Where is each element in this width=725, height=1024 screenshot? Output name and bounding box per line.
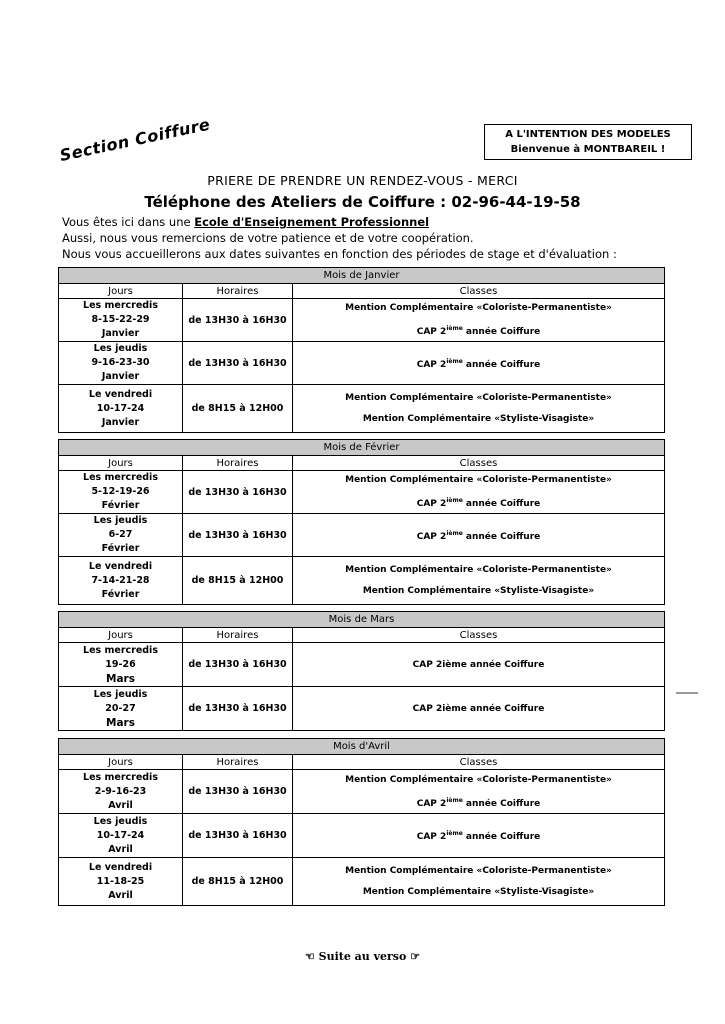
day-label: Le vendredi bbox=[88, 388, 153, 400]
day-cell bbox=[59, 342, 183, 385]
classes-cell bbox=[293, 514, 665, 557]
day-label: Les mercredis bbox=[83, 472, 158, 483]
phone-heading: Téléphone des Ateliers de Coiffure : 02-96-44-19-58 bbox=[144, 193, 581, 211]
classes-cell bbox=[293, 557, 665, 605]
col-header-jours: Jours bbox=[59, 755, 183, 770]
models-notice-box bbox=[484, 124, 692, 160]
day-month: Janvier bbox=[101, 371, 140, 382]
table-row bbox=[59, 770, 665, 814]
col-header-horaires: Horaires bbox=[183, 284, 293, 299]
class-entry: Mention Complémentaire «Coloriste-Permanentiste» bbox=[345, 565, 612, 575]
class-entry: CAP 2ième année Coiffure bbox=[412, 659, 545, 670]
class-entry: CAP 2ième année Coiffure bbox=[416, 796, 541, 809]
class-entry: CAP 2ième année Coiffure bbox=[416, 497, 541, 509]
day-month: Février bbox=[101, 543, 140, 554]
day-month: Février bbox=[101, 588, 140, 600]
hours-cell: de 13H30 à 16H30 bbox=[183, 299, 293, 342]
day-month: Mars bbox=[106, 716, 135, 729]
month-header: Mois de Février bbox=[59, 440, 665, 456]
hours-cell: de 13H30 à 16H30 bbox=[183, 814, 293, 858]
month-table bbox=[58, 267, 665, 433]
pointing-hand-right-icon: ☞ bbox=[410, 950, 421, 963]
day-month: Janvier bbox=[101, 416, 140, 428]
day-label: Les mercredis bbox=[83, 644, 158, 656]
month-header: Mois d'Avril bbox=[59, 739, 665, 755]
day-label: Le vendredi bbox=[88, 560, 153, 572]
class-entry: CAP 2ième année Coiffure bbox=[416, 357, 541, 370]
table-row bbox=[59, 858, 665, 906]
school-type: Ecole d'Enseignement Professionnel bbox=[194, 215, 430, 229]
hours-cell: de 13H30 à 16H30 bbox=[183, 687, 293, 731]
col-header-classes: Classes bbox=[293, 284, 665, 299]
notice-line-2: Bienvenue à MONTBAREIL ! bbox=[510, 144, 666, 155]
hours-cell: de 13H30 à 16H30 bbox=[183, 471, 293, 514]
day-cell bbox=[59, 687, 183, 731]
day-dates: 11-18-25 bbox=[96, 875, 145, 887]
table-row bbox=[59, 299, 665, 342]
table-row bbox=[59, 385, 665, 433]
class-entry: Mention Complémentaire «Coloriste-Permanentiste» bbox=[345, 393, 612, 403]
intro-text bbox=[62, 214, 617, 262]
class-entry: Mention Complémentaire «Coloriste-Permanentiste» bbox=[345, 475, 612, 485]
class-entry: Mention Complémentaire «Styliste-Visagiste» bbox=[362, 414, 595, 424]
table-row bbox=[59, 471, 665, 514]
col-header-horaires: Horaires bbox=[183, 628, 293, 643]
col-header-horaires: Horaires bbox=[183, 755, 293, 770]
day-cell bbox=[59, 471, 183, 514]
day-cell bbox=[59, 514, 183, 557]
day-cell bbox=[59, 385, 183, 433]
day-month: Avril bbox=[108, 799, 133, 811]
day-cell bbox=[59, 557, 183, 605]
classes-cell bbox=[293, 770, 665, 814]
day-label: Le vendredi bbox=[88, 861, 153, 873]
class-entry: CAP 2ième année Coiffure bbox=[416, 529, 541, 542]
classes-cell bbox=[293, 858, 665, 906]
month-table bbox=[58, 439, 665, 605]
class-entry: CAP 2ième année Coiffure bbox=[412, 703, 545, 714]
intro-prefix: Vous êtes ici dans une bbox=[62, 215, 195, 229]
day-cell bbox=[59, 643, 183, 687]
day-dates: 6-27 bbox=[108, 529, 133, 540]
table-row bbox=[59, 814, 665, 858]
class-entry: CAP 2ième année Coiffure bbox=[416, 325, 541, 337]
class-entry: Mention Complémentaire «Styliste-Visagiste» bbox=[362, 586, 595, 596]
classes-cell bbox=[293, 643, 665, 687]
table-row bbox=[59, 643, 665, 687]
footer-text: Suite au verso bbox=[318, 950, 407, 963]
class-entry: Mention Complémentaire «Styliste-Visagiste» bbox=[362, 887, 595, 897]
intro-line-1 bbox=[62, 214, 617, 230]
hours-cell: de 13H30 à 16H30 bbox=[183, 342, 293, 385]
classes-cell bbox=[293, 342, 665, 385]
day-month: Avril bbox=[108, 889, 133, 901]
col-header-classes: Classes bbox=[293, 628, 665, 643]
section-title: Section Coiffure bbox=[58, 114, 212, 165]
class-entry: Mention Complémentaire «Coloriste-Permanentiste» bbox=[345, 303, 612, 313]
hours-cell: de 8H15 à 12H00 bbox=[183, 858, 293, 906]
day-cell bbox=[59, 770, 183, 814]
day-dates: 9-16-23-30 bbox=[91, 357, 150, 368]
day-cell bbox=[59, 299, 183, 342]
col-header-jours: Jours bbox=[59, 284, 183, 299]
hours-cell: de 13H30 à 16H30 bbox=[183, 514, 293, 557]
hours-cell: de 8H15 à 12H00 bbox=[183, 557, 293, 605]
month-header: Mois de Mars bbox=[59, 612, 665, 628]
month-header: Mois de Janvier bbox=[59, 268, 665, 284]
col-header-classes: Classes bbox=[293, 456, 665, 471]
col-header-jours: Jours bbox=[59, 456, 183, 471]
class-entry: Mention Complémentaire «Coloriste-Permanentiste» bbox=[345, 866, 612, 876]
day-month: Avril bbox=[108, 843, 133, 855]
day-month: Février bbox=[101, 500, 140, 511]
day-label: Les mercredis bbox=[83, 771, 158, 783]
table-row bbox=[59, 557, 665, 605]
day-cell bbox=[59, 858, 183, 906]
day-dates: 10-17-24 bbox=[96, 402, 145, 414]
day-dates: 8-15-22-29 bbox=[91, 314, 150, 325]
day-dates: 7-14-21-28 bbox=[91, 574, 150, 586]
day-label: Les jeudis bbox=[93, 815, 148, 827]
month-table bbox=[58, 611, 665, 731]
day-label: Les jeudis bbox=[93, 343, 148, 354]
day-label: Les mercredis bbox=[83, 300, 158, 311]
hours-cell: de 13H30 à 16H30 bbox=[183, 770, 293, 814]
day-label: Les jeudis bbox=[93, 688, 148, 700]
classes-cell bbox=[293, 814, 665, 858]
classes-cell bbox=[293, 471, 665, 514]
day-dates: 19-26 bbox=[105, 658, 136, 670]
classes-cell bbox=[293, 385, 665, 433]
table-row bbox=[59, 687, 665, 731]
hours-cell: de 8H15 à 12H00 bbox=[183, 385, 293, 433]
class-entry: Mention Complémentaire «Coloriste-Permanentiste» bbox=[345, 774, 612, 785]
day-label: Les jeudis bbox=[93, 515, 148, 526]
intro-line-2: Aussi, nous vous remercions de votre patience et de votre coopération. bbox=[62, 231, 474, 245]
day-dates: 2-9-16-23 bbox=[94, 785, 147, 797]
col-header-jours: Jours bbox=[59, 628, 183, 643]
col-header-horaires: Horaires bbox=[183, 456, 293, 471]
hours-cell: de 13H30 à 16H30 bbox=[183, 643, 293, 687]
classes-cell bbox=[293, 299, 665, 342]
classes-cell bbox=[293, 687, 665, 731]
table-row bbox=[59, 514, 665, 557]
class-entry: CAP 2ième année Coiffure bbox=[416, 830, 541, 842]
scroll-marker bbox=[676, 692, 698, 694]
month-table bbox=[58, 738, 665, 906]
intro-line-3: Nous vous accueillerons aux dates suivantes en fonction des périodes de stage et d'évaluation : bbox=[62, 247, 617, 261]
day-month: Mars bbox=[106, 672, 135, 685]
pointing-hand-left-icon: ☜ bbox=[304, 950, 315, 963]
day-dates: 20-27 bbox=[105, 702, 136, 714]
day-month: Janvier bbox=[101, 328, 140, 339]
col-header-classes: Classes bbox=[293, 755, 665, 770]
footer-note bbox=[0, 950, 725, 963]
table-row bbox=[59, 342, 665, 385]
appointment-request: PRIERE DE PRENDRE UN RENDEZ-VOUS - MERCI bbox=[207, 173, 518, 188]
notice-line-1: A L'INTENTION DES MODELES bbox=[505, 129, 671, 140]
day-cell bbox=[59, 814, 183, 858]
day-dates: 5-12-19-26 bbox=[91, 486, 150, 497]
day-dates: 10-17-24 bbox=[96, 829, 145, 841]
